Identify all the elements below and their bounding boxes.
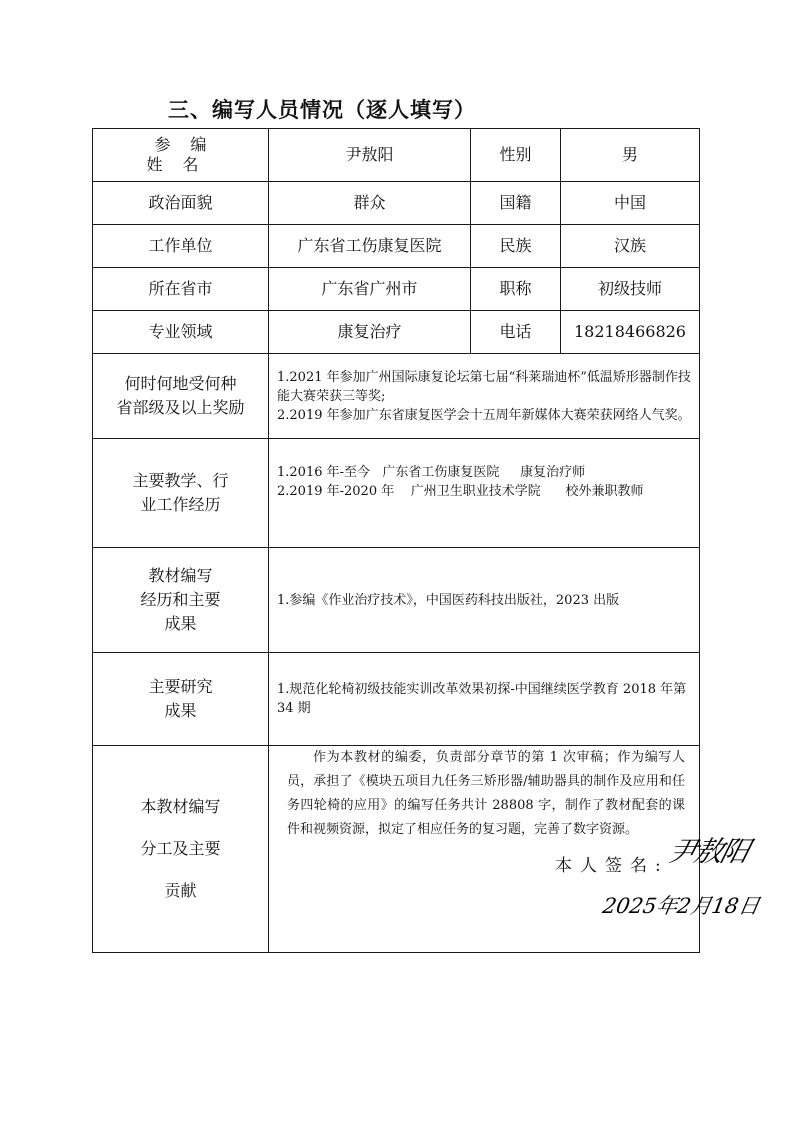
list-item: 1.参编《作业治疗技术》，中国医药科技出版社，2023 出版 bbox=[277, 592, 620, 608]
section-title: 三、编写人员情况（逐人填写） bbox=[168, 98, 476, 122]
row-location bbox=[93, 268, 700, 311]
contribution-text: 作为本教材的编委，负责部分章节的第 1 次审稿；作为编写人员，承担了《模块五项目九任务三矫形器/辅助器具的制作及应用和任务四轮椅的应用》的编写任务共计 28808 字，制作了教材配套的课件和视频资源，拟定了相应任务的复习题，完善了数字资源。 bbox=[287, 750, 685, 837]
political-label: 政治面貌 bbox=[93, 182, 269, 225]
sign-label: 本人签名: bbox=[555, 856, 669, 876]
field-value: 康复治疗 bbox=[269, 311, 471, 354]
list-item: 1.2016 年-至今 广东省工伤康复医院 康复治疗师 bbox=[277, 465, 586, 480]
gender-value: 男 bbox=[561, 129, 700, 182]
research-content bbox=[269, 653, 700, 746]
row-political bbox=[93, 182, 700, 225]
political-value: 群众 bbox=[269, 182, 471, 225]
list-item: 1.规范化轮椅初级技能实训改革效果初探-中国继续医学教育 2018 年第 34 期 bbox=[277, 682, 687, 716]
field-label: 专业领域 bbox=[93, 311, 269, 354]
ethnicity-label: 民族 bbox=[471, 225, 561, 268]
phone-label: 电话 bbox=[471, 311, 561, 354]
row-name bbox=[93, 129, 700, 182]
handwritten-signature: 尹敖阳 bbox=[665, 835, 752, 868]
textbook-content bbox=[269, 548, 700, 653]
row-contribution bbox=[93, 746, 700, 953]
phone-value: 18218466826 bbox=[561, 311, 700, 354]
title-label: 职称 bbox=[471, 268, 561, 311]
row-research bbox=[93, 653, 700, 746]
location-label: 所在省市 bbox=[93, 268, 269, 311]
ethnicity-value: 汉族 bbox=[561, 225, 700, 268]
awards-content bbox=[269, 354, 700, 439]
experience-label: 主要教学、行 业工作经历 bbox=[93, 439, 269, 548]
contribution-label: 本教材编写 分工及主要 贡献 bbox=[93, 746, 269, 953]
research-label: 主要研究 成果 bbox=[93, 653, 269, 746]
workplace-value: 广东省工伤康复医院 bbox=[269, 225, 471, 268]
author-info-table bbox=[92, 128, 762, 953]
title-value: 初级技师 bbox=[561, 268, 700, 311]
row-awards bbox=[93, 354, 700, 439]
row-workplace bbox=[93, 225, 700, 268]
signature-area bbox=[287, 835, 762, 952]
gender-label: 性别 bbox=[471, 129, 561, 182]
experience-content bbox=[269, 439, 700, 548]
name-label: 参编 姓名 bbox=[93, 129, 269, 182]
nationality-value: 中国 bbox=[561, 182, 700, 225]
list-item: 1.2021 年参加广州国际康复论坛第七届“科莱瑞迪杯”低温矫形器制作技能大赛荣获三等奖; bbox=[277, 369, 691, 404]
row-textbook bbox=[93, 548, 700, 653]
list-item: 2.2019 年-2020 年 广州卫生职业技术学院 校外兼职教师 bbox=[277, 484, 644, 499]
textbook-label: 教材编写 经历和主要 成果 bbox=[93, 548, 269, 653]
list-item: 2.2019 年参加广东省康复医学会十五周年新媒体大赛荣获网络人气奖。 bbox=[277, 407, 691, 423]
row-field bbox=[93, 311, 700, 354]
nationality-label: 国籍 bbox=[471, 182, 561, 225]
location-value: 广东省广州市 bbox=[269, 268, 471, 311]
row-experience bbox=[93, 439, 700, 548]
name-value: 尹敖阳 bbox=[269, 129, 471, 182]
workplace-label: 工作单位 bbox=[93, 225, 269, 268]
sign-date: 2025年2月18日 bbox=[600, 894, 762, 918]
contribution-content bbox=[269, 746, 762, 953]
awards-label: 何时何地受何种 省部级及以上奖励 bbox=[93, 354, 269, 439]
